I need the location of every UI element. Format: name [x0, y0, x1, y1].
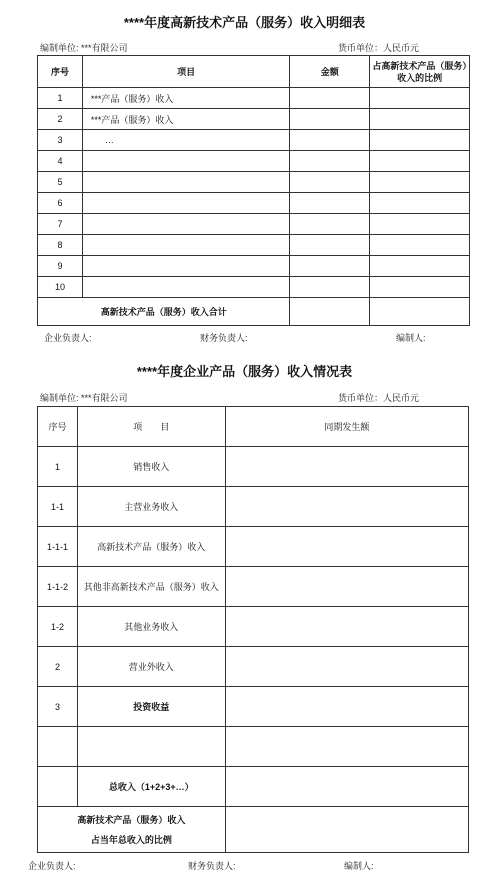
table2-cell-amount [225, 727, 468, 767]
table1-total-row [38, 298, 470, 326]
table1-cell-seq: 4 [38, 151, 83, 172]
table1-cell-amount [290, 256, 370, 277]
table1-header-seq: 序号 [38, 56, 83, 88]
table1-row [38, 235, 470, 256]
table2-sign-preparer: 编制人: [344, 861, 374, 871]
table2-cell-amount [225, 447, 468, 487]
table1 [37, 55, 470, 326]
table1-cell-seq: 7 [38, 214, 83, 235]
table1-cell-ratio [370, 130, 470, 151]
table2-cell-amount [225, 607, 468, 647]
table1-cell-ratio [370, 235, 470, 256]
table1-header-ratio: 占高新技术产品（服务）收入的比例 [370, 56, 470, 88]
table1-cell-seq: 6 [38, 193, 83, 214]
table1-cell-ratio [370, 172, 470, 193]
table1-cell-item: ***产品（服务）收入 [82, 109, 290, 130]
table1-cell-seq: 9 [38, 256, 83, 277]
table2-ratio-row [38, 807, 469, 853]
table1-cell-ratio [370, 256, 470, 277]
table1-cell-ratio [370, 277, 470, 298]
table1-cell-seq: 3 [38, 130, 83, 151]
table1-header-amount: 金额 [290, 56, 370, 88]
table2-ratio-line1: 高新技术产品（服务）收入 [77, 814, 186, 825]
table1-row [38, 172, 470, 193]
table2-header-seq: 序号 [38, 407, 78, 447]
table2-cell-amount [225, 487, 468, 527]
table1-cell-item [82, 235, 290, 256]
table1-cell-amount [290, 214, 370, 235]
table2-ratio-line2: 占当年总收入的比例 [90, 834, 172, 845]
table1-cell-seq: 8 [38, 235, 83, 256]
table1-row [38, 214, 470, 235]
table2-cell-item: 销售收入 [77, 447, 225, 487]
table1-cell-seq: 5 [38, 172, 83, 193]
table1-cell-amount [290, 88, 370, 109]
table1-cell-ratio [370, 193, 470, 214]
table1-cell-amount [290, 277, 370, 298]
table1-unit-right: 货币单位：人民币元 [338, 43, 420, 53]
table1-cell-item [82, 256, 290, 277]
table1-sign-owner: 企业负责人: [44, 333, 92, 343]
table1-cell-amount [290, 235, 370, 256]
table2-unit-right: 货币单位：人民币元 [338, 393, 420, 403]
table2-cell-item: 高新技术产品（服务）收入 [77, 527, 225, 567]
table2-cell-item [77, 727, 225, 767]
table2-cell-seq: 2 [38, 647, 78, 687]
table2-cell-item: 其他非高新技术产品（服务）收入 [77, 567, 225, 607]
table2-row [38, 527, 469, 567]
table2-unit-left: 编制单位: ***有限公司 [40, 393, 128, 403]
table2-ratio-amount [225, 807, 468, 853]
table1-total-amount [290, 298, 370, 326]
table1-cell-ratio [370, 151, 470, 172]
table2-cell-item: 投资收益 [77, 687, 225, 727]
table2-ratio-label [38, 807, 226, 853]
table2-cell-amount [225, 567, 468, 607]
table2-row [38, 727, 469, 767]
table2-row [38, 687, 469, 727]
table2-cell-amount [225, 527, 468, 567]
table1-row [38, 193, 470, 214]
table2-sign-owner: 企业负责人: [28, 861, 76, 871]
table1-title: ****年度高新技术产品（服务）收入明细表 [123, 15, 366, 30]
table2-row [38, 567, 469, 607]
table1-row [38, 277, 470, 298]
table1-cell-ratio [370, 214, 470, 235]
table2-cell-item: 总收入（1+2+3+…） [77, 767, 225, 807]
table1-row [38, 256, 470, 277]
table1-cell-amount [290, 151, 370, 172]
table1-sign-preparer: 编制人: [396, 333, 426, 343]
table2-cell-seq: 1-1-1 [38, 527, 78, 567]
table2-cell-seq: 1-1 [38, 487, 78, 527]
table1-header-item: 项目 [82, 56, 290, 88]
table2-cell-item: 主营业务收入 [77, 487, 225, 527]
table1-cell-seq: 1 [38, 88, 83, 109]
table1-cell-item [82, 214, 290, 235]
table2-cell-seq [38, 727, 78, 767]
table2-cell-amount [225, 647, 468, 687]
table1-cell-seq: 10 [38, 277, 83, 298]
table2-cell-seq: 1-1-2 [38, 567, 78, 607]
table1-cell-item: ***产品（服务）收入 [82, 88, 290, 109]
table1-cell-amount [290, 193, 370, 214]
table1-cell-amount [290, 109, 370, 130]
table1-row [38, 109, 470, 130]
table2-header-amount: 同期发生额 [225, 407, 468, 447]
table2-row [38, 447, 469, 487]
table1-cell-ratio [370, 109, 470, 130]
table1-sign-finance: 财务负责人: [200, 333, 248, 343]
table2-sign-finance: 财务负责人: [188, 861, 236, 871]
table1-cell-amount [290, 172, 370, 193]
table2-row [38, 607, 469, 647]
table1-cell-amount [290, 130, 370, 151]
table2-header-row [38, 407, 469, 447]
table2-row [38, 487, 469, 527]
table1-row [38, 88, 470, 109]
table2-title: ****年度企业产品（服务）收入情况表 [136, 364, 353, 379]
table1-cell-seq: 2 [38, 109, 83, 130]
table2-cell-amount [225, 687, 468, 727]
table2 [37, 406, 469, 853]
table1-total-label: 高新技术产品（服务）收入合计 [38, 298, 290, 326]
table1-cell-item [82, 277, 290, 298]
table1-cell-item [82, 172, 290, 193]
table1-cell-item [82, 151, 290, 172]
table2-cell-item: 其他业务收入 [77, 607, 225, 647]
table2-cell-amount [225, 767, 468, 807]
table1-unit-left: 编制单位: ***有限公司 [40, 43, 128, 53]
table2-row [38, 647, 469, 687]
table2-row [38, 767, 469, 807]
table1-cell-ratio [370, 88, 470, 109]
table2-header-item: 项 目 [77, 407, 225, 447]
table1-row [38, 130, 470, 151]
table1-cell-item [82, 193, 290, 214]
table2-cell-seq: 1 [38, 447, 78, 487]
table2-cell-seq: 3 [38, 687, 78, 727]
table1-total-ratio [370, 298, 470, 326]
table2-cell-seq [38, 767, 78, 807]
table1-header-row [38, 56, 470, 88]
table2-cell-item: 营业外收入 [77, 647, 225, 687]
table1-row [38, 151, 470, 172]
table1-cell-item: … [82, 130, 290, 151]
table2-cell-seq: 1-2 [38, 607, 78, 647]
